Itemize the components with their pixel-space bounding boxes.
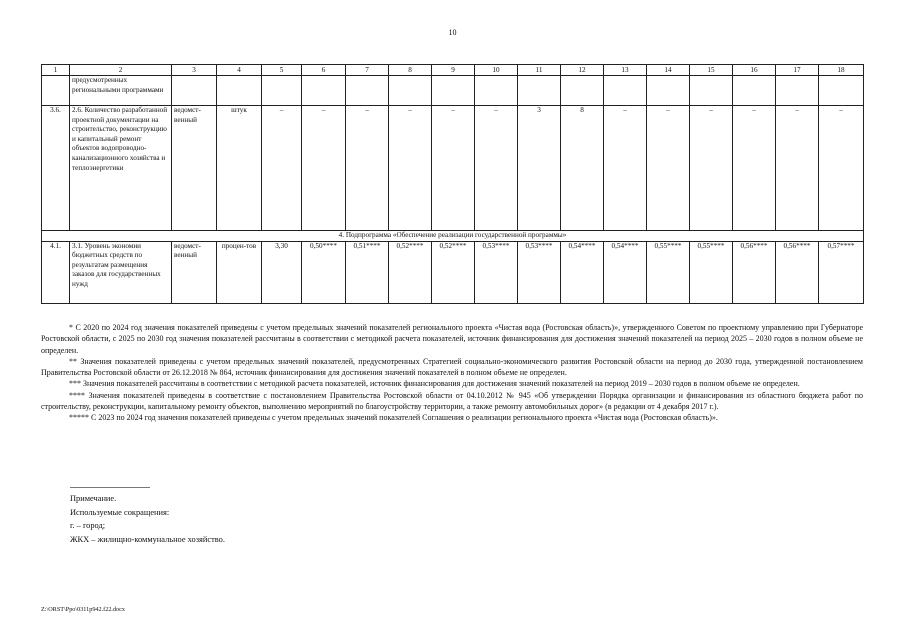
value-cell: –	[302, 106, 346, 231]
subprogram-row	[42, 231, 864, 242]
value-cell: 3,30	[262, 241, 302, 303]
value-cell: –	[690, 106, 733, 231]
value-cell: 0,57****	[819, 241, 864, 303]
value-cell: 0,56****	[733, 241, 776, 303]
header-cell: 2	[70, 65, 172, 76]
row-number: 4.1.	[42, 241, 70, 303]
value-cell: –	[776, 106, 819, 231]
unit-cell: процен-тов	[217, 241, 262, 303]
abbreviations-title: Используемые сокращения:	[70, 507, 170, 517]
table-cell	[604, 76, 647, 106]
header-cell: 14	[647, 65, 690, 76]
header-cell: 8	[389, 65, 432, 76]
footnote: **** Значения показателей приведены в соответствие с постановлением Правительства Ростовской области от 04.10.2012 № 945 «Об утверждении Порядка организации и финансирования из областного бюджета работ по строительству, реконструкции, капитальному ремонту объектов, выполнению мероприятий по благоустройству территории, а также ремонту автомобильных дорог» (в редакции от 4 декабря 2017 г.).	[41, 390, 863, 412]
value-cell: 0,52****	[389, 241, 432, 303]
header-cell: 10	[475, 65, 518, 76]
header-cell: 16	[733, 65, 776, 76]
value-cell: 0,53****	[518, 241, 561, 303]
header-cell: 6	[302, 65, 346, 76]
value-cell: –	[389, 106, 432, 231]
table-cell	[346, 76, 389, 106]
table-cell	[647, 76, 690, 106]
indicator-cell: предусмотренных региональными программами	[70, 76, 172, 106]
header-cell: 5	[262, 65, 302, 76]
table-row	[42, 106, 864, 231]
value-cell: 3	[518, 106, 561, 231]
footnotes	[41, 322, 863, 424]
value-cell: –	[346, 106, 389, 231]
subprogram-title: 4. Подпрограмма «Обеспечение реализации государственной программы»	[42, 231, 864, 242]
value-cell: –	[432, 106, 475, 231]
table-cell	[262, 76, 302, 106]
remarks-block	[70, 492, 225, 546]
header-cell: 12	[561, 65, 604, 76]
table-cell	[733, 76, 776, 106]
value-cell: –	[604, 106, 647, 231]
header-cell: 3	[172, 65, 217, 76]
table-cell	[518, 76, 561, 106]
value-cell: 0,55****	[647, 241, 690, 303]
value-cell: –	[819, 106, 864, 231]
row-number: 3.6.	[42, 106, 70, 231]
table-cell	[819, 76, 864, 106]
table-cell	[42, 76, 70, 106]
value-cell: –	[647, 106, 690, 231]
value-cell: –	[733, 106, 776, 231]
header-cell: 1	[42, 65, 70, 76]
table-header-row	[42, 65, 864, 76]
footnote: *** Значения показателей рассчитаны в соответствии с методикой расчета показателей, источник финансирования для достижения значений показателей на период 2019 – 2030 годов в полном объеме не определен.	[69, 379, 800, 389]
header-cell: 15	[690, 65, 733, 76]
table-cell	[776, 76, 819, 106]
table-row-continuation	[42, 76, 864, 106]
indicator-cell: 3.1. Уровень экономии бюджетных средств по результатам размещения заказов для государственных нужд	[70, 241, 172, 303]
value-cell: 0,50****	[302, 241, 346, 303]
value-cell: –	[262, 106, 302, 231]
header-cell: 4	[217, 65, 262, 76]
source-cell: ведомст-венный	[172, 241, 217, 303]
value-cell: 0,55****	[690, 241, 733, 303]
value-cell: 0,52****	[432, 241, 475, 303]
indicator-cell: 2.6. Количество разработанной проектной документации на строительство, реконструкцию и капитальный ремонт объектов водопроводно-канализационного хозяйства и теплоэнергетики	[70, 106, 172, 231]
table-cell	[217, 76, 262, 106]
header-cell: 11	[518, 65, 561, 76]
table-cell	[432, 76, 475, 106]
value-cell: 8	[561, 106, 604, 231]
header-cell: 13	[604, 65, 647, 76]
header-cell: 17	[776, 65, 819, 76]
value-cell: –	[475, 106, 518, 231]
footnote: ***** С 2023 по 2024 год значения показателей приведены с учетом предельных значений показателей Соглашения о реализации регионального проекта «Чистая вода (Ростовская область)».	[69, 413, 718, 423]
header-cell: 18	[819, 65, 864, 76]
divider	[70, 487, 150, 488]
value-cell: 0,51****	[346, 241, 389, 303]
unit-cell: штук	[217, 106, 262, 231]
table-cell	[172, 76, 217, 106]
table-row	[42, 241, 864, 303]
table-cell	[389, 76, 432, 106]
indicators-table	[41, 64, 864, 304]
value-cell: 0,56****	[776, 241, 819, 303]
file-path: Z:\ORST\Ppo\0311p942.f22.docx	[41, 606, 125, 613]
footnote: ** Значения показателей приведены с учетом предельных значений показателей, предусмотренных Стратегией социально-экономического развития Ростовской области на период до 2030 года, утвержденной постановлением Правительства Ростовской области от 26.12.2018 № 864, источник финансирования для достижения значений показателей в полном объеме не определен.	[41, 356, 863, 378]
header-cell: 7	[346, 65, 389, 76]
value-cell: 0,54****	[561, 241, 604, 303]
table-cell	[475, 76, 518, 106]
value-cell: 0,53****	[475, 241, 518, 303]
table-cell	[690, 76, 733, 106]
table-cell	[561, 76, 604, 106]
remarks-title: Примечание.	[70, 494, 117, 503]
source-cell: ведомст-венный	[172, 106, 217, 231]
abbreviation-item: ЖКХ – жилищно-коммунальное хозяйство.	[70, 534, 225, 544]
footnote: * С 2020 по 2024 год значения показателей приведены с учетом предельных значений показателей регионального проекта «Чистая вода (Ростовская область)», утвержденного Советом по проектному управлению при Губернаторе Ростовской области, с 2025 по 2030 год значения показателей рассчитаны в соответствии с методикой расчета показателей, источник финансирования для достижения значений показателей на период 2025 – 2030 годов в полном объеме не определен.	[41, 323, 863, 355]
value-cell: 0,54****	[604, 241, 647, 303]
table-cell	[302, 76, 346, 106]
page-number: 10	[448, 28, 457, 37]
header-cell: 9	[432, 65, 475, 76]
abbreviation-item: г. – город;	[70, 521, 106, 530]
